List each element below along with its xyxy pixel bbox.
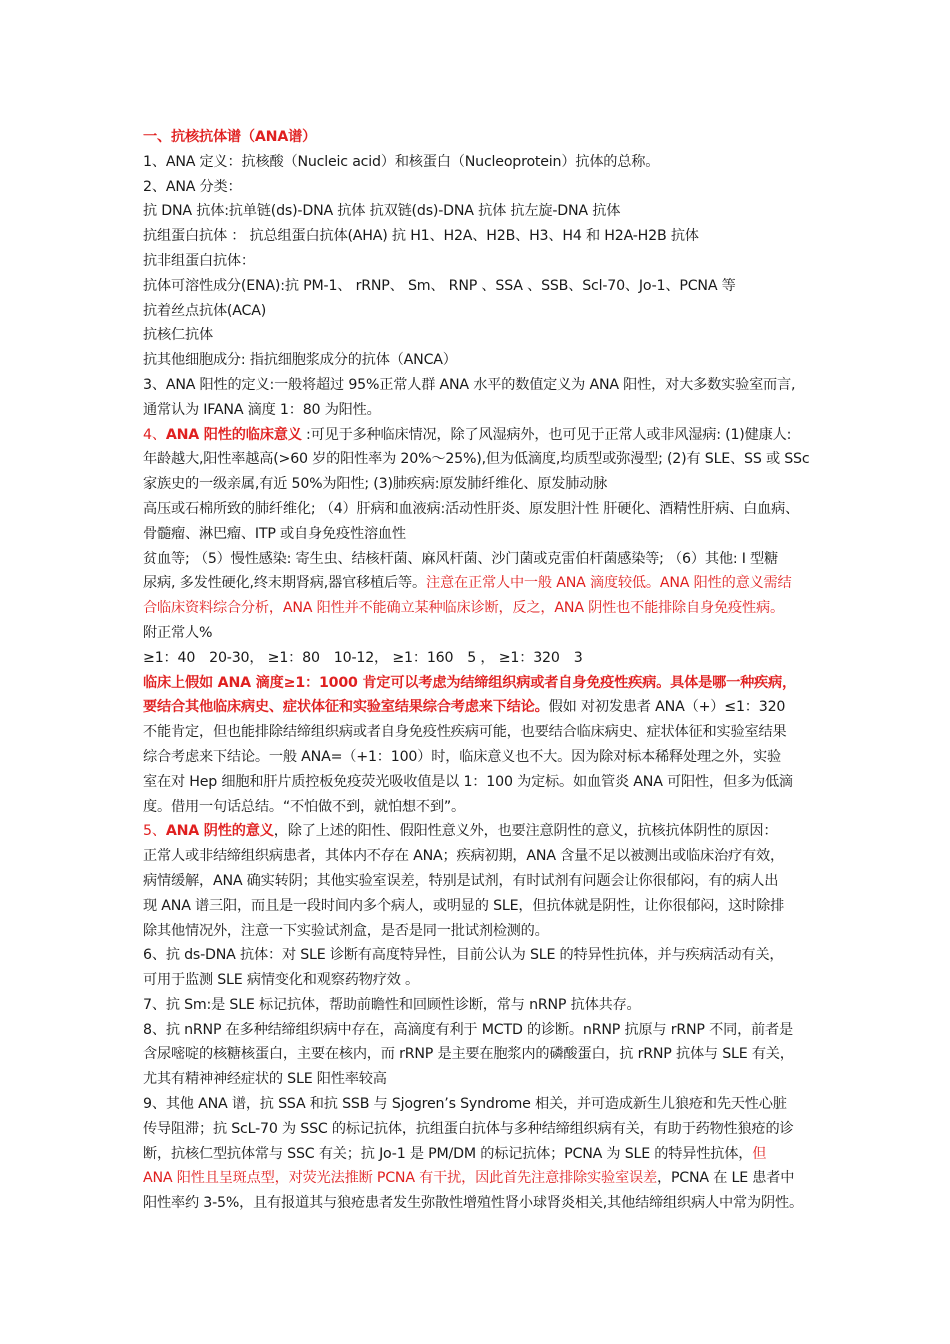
text-segment: 注意在正常人中一般 ANA 滴度较低。ANA 阳性的意义需结 [426, 575, 792, 592]
text-line [143, 1042, 823, 1067]
text-line [143, 1166, 823, 1191]
text-segment: 含尿嘧啶的核糖核蛋白，主要在核内，而 rRNP 是主要在胞浆内的磷酸蛋白，抗 rRNP 抗体与 SLE 有关， [143, 1046, 794, 1063]
text-segment: 1、ANA 定义：抗核酸（Nucleic acid）和核蛋白（Nucleoprotein）抗体的总称。 [143, 153, 660, 170]
text-segment: 抗体可溶性成分(ENA):抗 PM-1、 rRNP、 Sm、 RNP 、SSA 、SSB、Scl-70、Jo-1、PCNA 等 [143, 277, 736, 294]
text-segment: 现 ANA 谱三阳，而且是一段时间内多个病人，或明显的 SLE，但抗体就是阴性，让你很郁闷，这时除排 [143, 897, 785, 914]
text-segment: 假如 对初发患者 ANA（+）≤1：320 [548, 699, 786, 716]
text-segment: 断，抗核仁型抗体常与 SSC 有关；抗 Jo-1 是 PM/DM 的标记抗体；PCNA 为 SLE 的特异性抗体， [143, 1145, 753, 1162]
text-line [143, 423, 823, 448]
text-line [143, 770, 823, 795]
text-segment: 综合考虑来下结论。一般 ANA=（+1：100）时，临床意义也不大。因为除对标本稀释处理之外，实验 [143, 748, 781, 765]
text-segment: 一、抗核抗体谱（ANA谱） [143, 129, 317, 145]
text-line [143, 447, 823, 472]
text-line [143, 125, 823, 150]
text-segment: 通常认为 IFANA 滴度 1：80 为阳性。 [143, 401, 381, 418]
text-segment: 2、ANA 分类： [143, 178, 242, 195]
text-line [143, 646, 823, 671]
text-segment: 不能肯定，但也能排除结缔组织病或者自身免疫性疾病可能，也要结合临床病史、症状体征和实验室结果 [143, 724, 787, 741]
text-line [143, 795, 823, 820]
text-segment: 临床上假如 ANA 滴度≥1：1000 肯定可以考虑为结缔组织病或者自身免疫性疾病。具体是哪一种疾病， [143, 674, 797, 691]
text-line [143, 1092, 823, 1117]
text-segment: 可用于监测 SLE 病情变化和观察药物疗效 。 [143, 972, 419, 989]
text-segment: 9、其他 ANA 谱，抗 SSA 和抗 SSB 与 Sjogren’s Syndrome 相关，并可造成新生儿狼疮和先天性心脏 [143, 1096, 787, 1113]
text-line [143, 869, 823, 894]
text-line [143, 497, 823, 522]
text-line [143, 348, 823, 373]
text-line [143, 1142, 823, 1167]
text-line [143, 720, 823, 745]
text-segment: 室在对 Hep 细胞和肝片质控板免疫荧光吸收值是以 1：100 为定标。如血管炎 ANA 可阳性，但多为低滴 [143, 773, 793, 790]
text-line [143, 398, 823, 423]
text-segment: 抗其他细胞成分: 指抗细胞浆成分的抗体（ANCA） [143, 352, 457, 369]
text-segment: 家族史的一级亲属,有近 50%为阳性; (3)肺疾病:原发肺纤维化、原发肺动脉 [143, 476, 608, 493]
text-line [143, 373, 823, 398]
text-segment: ANA 阳性且呈斑点型，对荧光法推断 PCNA 有干扰，因此首先注意排除实验室误差 [143, 1170, 657, 1187]
text-segment: :可见于多种临床情况，除了风湿病外，也可见于正常人或非风湿病: (1)健康人: [301, 426, 792, 443]
document-body [143, 125, 823, 1216]
text-segment: 尿病, 多发性硬化,终末期肾病,器官移植后等。 [143, 575, 427, 592]
text-segment: 8、抗 nRNP 在多种结缔组织病中存在，高滴度有利于 MCTD 的诊断。nRNP 抗原与 rRNP 不同，前者是 [143, 1021, 794, 1038]
text-segment: 骨髓瘤、淋巴瘤、ITP 或自身免疫性溶血性 [143, 525, 406, 542]
text-line [143, 621, 823, 646]
text-line [143, 299, 823, 324]
text-segment: 正常人或非结缔组织病患者，其体内不存在 ANA；疾病初期，ANA 含量不足以被测出或临床治疗有效， [143, 848, 784, 865]
text-segment: 贫血等; （5）慢性感染: 寄生虫、结核杆菌、麻风杆菌、沙门菌或克雷伯杆菌感染等; （6）其他: I 型糖 [143, 550, 778, 567]
text-line [143, 1117, 823, 1142]
text-line [143, 671, 823, 696]
text-line [143, 1191, 823, 1216]
text-segment: 尤其有精神神经症状的 SLE 阳性率较高 [143, 1071, 387, 1088]
text-segment: ANA 阳性的临床意义 [165, 426, 302, 443]
text-segment: 6、抗 ds-DNA 抗体：对 SLE 诊断有高度特异性，目前公认为 SLE 的特异性抗体，并与疾病活动有关， [143, 947, 784, 964]
text-segment: 年龄越大,阳性率越高(>60 岁的阳性率为 20%～25%),但为低滴度,均质型或弥漫型; (2)有 SLE、SS 或 SSc [143, 451, 810, 468]
text-line [143, 249, 823, 274]
text-segment: 5、 [143, 823, 166, 840]
text-segment: ≥1：40 20-30， ≥1：80 10-12， ≥1：160 5 ， ≥1：320 3 [143, 649, 583, 666]
text-segment: 要结合其他临床病史、症状体征和实验室结果综合考虑来下结论。 [143, 699, 549, 716]
text-segment: 抗 DNA 抗体:抗单链(ds)-DNA 抗体 抗双链(ds)-DNA 抗体 抗左旋-DNA 抗体 [143, 203, 621, 220]
text-line [143, 522, 823, 547]
text-segment: 3、ANA 阳性的定义:一般将超过 95%正常人群 ANA 水平的数值定义为 ANA 阳性，对大多数实验室而言, [143, 376, 796, 393]
text-line [143, 150, 823, 175]
text-line [143, 919, 823, 944]
text-line [143, 571, 823, 596]
text-line [143, 596, 823, 621]
text-line [143, 745, 823, 770]
text-segment: 除其他情况外，注意一下实验试剂盒，是否是同一批试剂检测的。 [143, 922, 549, 939]
text-segment: 高压或石棉所致的肺纤维化; （4）肝病和血液病:活动性肝炎、原发胆汁性 肝硬化、酒精性肝病、白血病、 [143, 500, 800, 517]
text-segment: ，除了上述的阳性、假阳性意义外，也要注意阴性的意义，抗核抗体阴性的原因： [273, 823, 778, 840]
text-line [143, 472, 823, 497]
text-segment: 但 [752, 1145, 767, 1162]
text-line [143, 1067, 823, 1092]
text-segment: ANA 阴性的意义 [165, 823, 274, 840]
text-segment: 传导阻滞；抗 ScL-70 为 SSC 的标记抗体，抗组蛋白抗体与多种结缔组织病有关，有助于药物性狼疮的诊 [143, 1120, 794, 1137]
text-line [143, 819, 823, 844]
text-line [143, 224, 823, 249]
text-segment: 抗核仁抗体 [143, 327, 213, 344]
text-segment: 抗非组蛋白抗体： [143, 252, 255, 269]
text-line [143, 968, 823, 993]
text-line [143, 547, 823, 572]
text-segment: 抗着丝点抗体(ACA) [143, 302, 267, 319]
text-line [143, 844, 823, 869]
text-line [143, 894, 823, 919]
text-line [143, 993, 823, 1018]
text-line [143, 274, 823, 299]
text-segment: 7、抗 Sm:是 SLE 标记抗体，帮助前瞻性和回顾性诊断，常与 nRNP 抗体共存。 [143, 996, 641, 1013]
text-segment: 阳性率约 3-5%，且有报道其与狼疮患者发生弥散性增殖性肾小球肾炎相关,其他结缔组织病人中常为阴性。 [143, 1195, 803, 1212]
text-segment: 度。借用一句话总结。“不怕做不到，就怕想不到”。 [143, 798, 466, 815]
text-segment: 合临床资料综合分析，ANA 阳性并不能确立某种临床诊断，反之，ANA 阴性也不能排除自身免疫性病。 [143, 600, 784, 617]
text-segment: 病情缓解，ANA 确实转阴；其他实验室误差，特别是试剂，有时试剂有问题会让你很郁闷，有的病人出 [143, 872, 779, 889]
text-segment: 抗组蛋白抗体 ： 抗总组蛋白抗体(AHA) 抗 H1、H2A、H2B、H3、H4 和 H2A-H2B 抗体 [143, 228, 699, 245]
text-line [143, 199, 823, 224]
text-segment: 4、 [143, 426, 166, 443]
text-line [143, 175, 823, 200]
text-line [143, 943, 823, 968]
text-segment: ，PCNA 在 LE 患者中 [656, 1170, 795, 1187]
text-line [143, 695, 823, 720]
text-segment: 附正常人% [143, 624, 213, 641]
text-line [143, 1018, 823, 1043]
text-line [143, 323, 823, 348]
